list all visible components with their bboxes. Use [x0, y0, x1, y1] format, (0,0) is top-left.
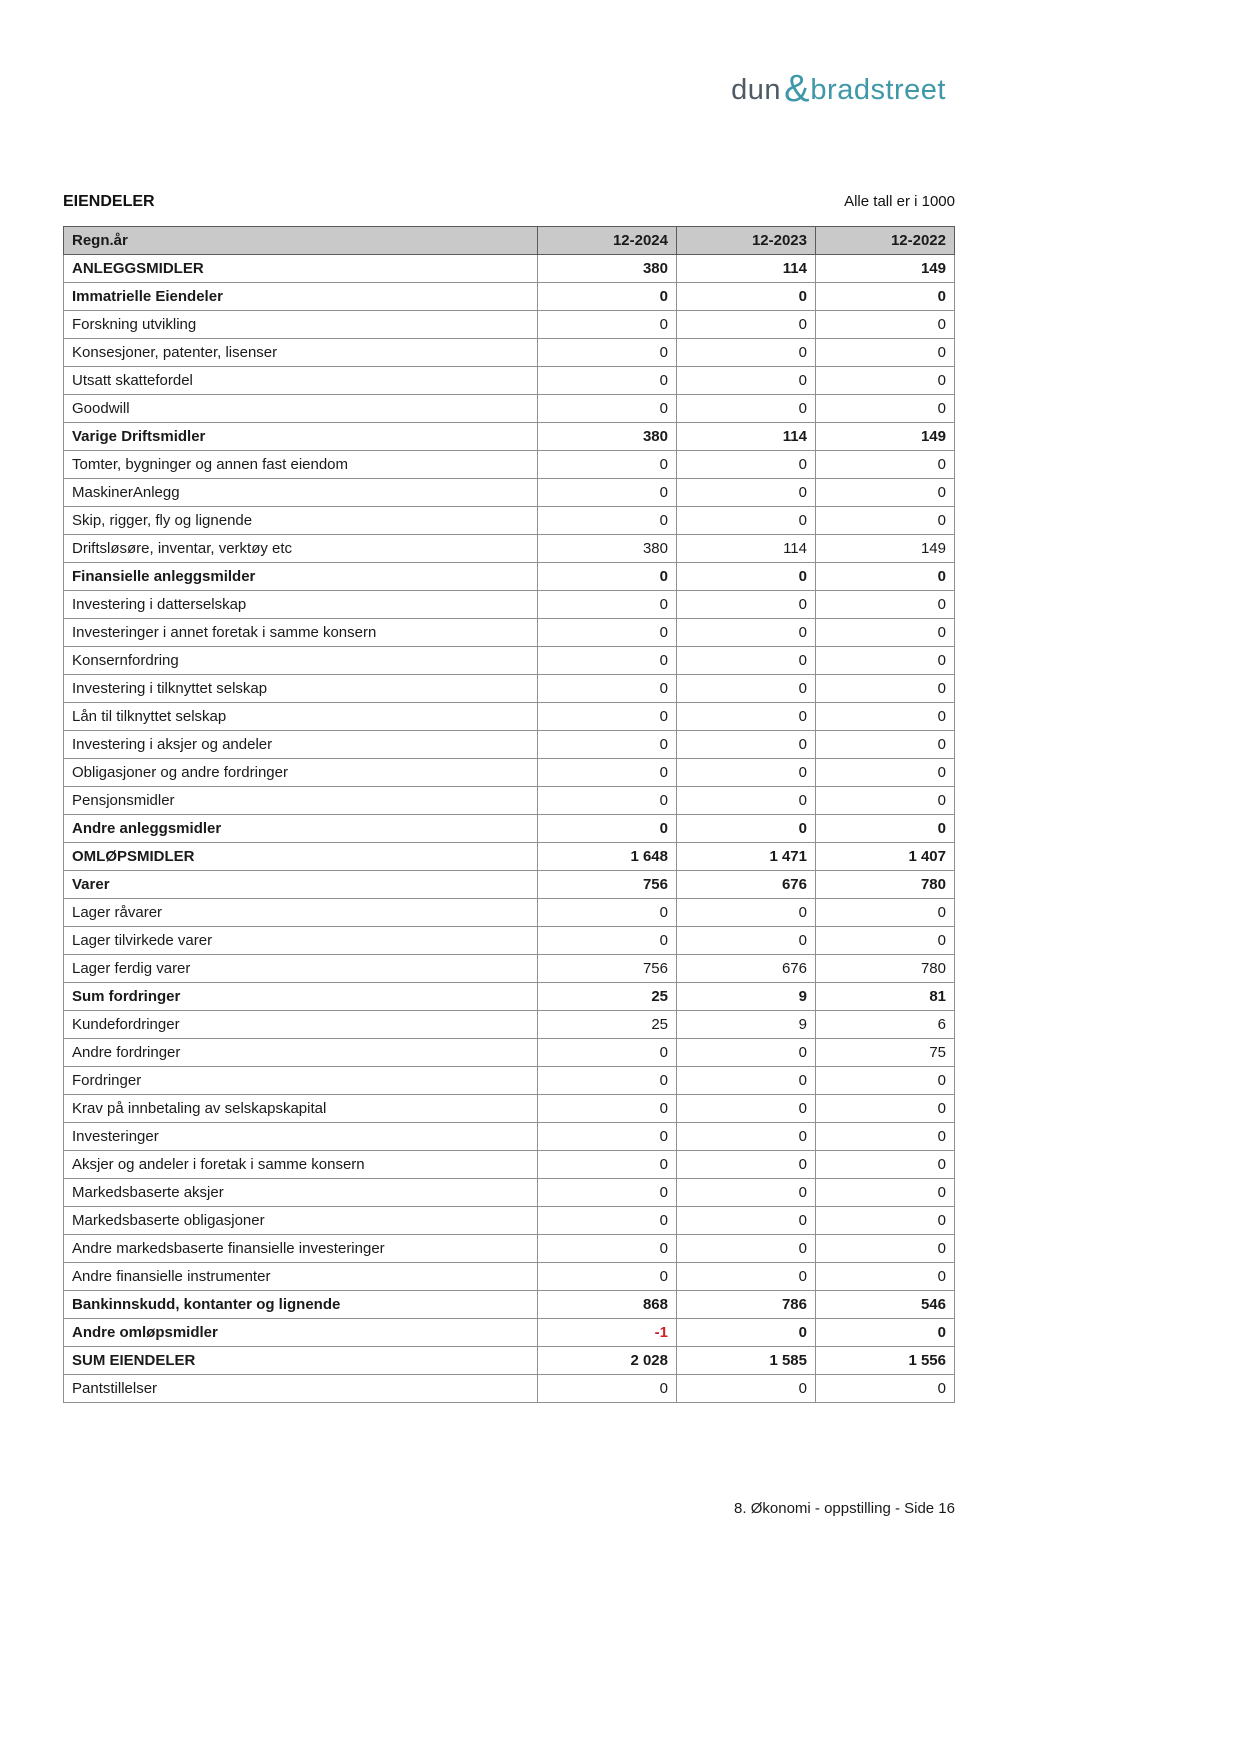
- row-value: 1 407: [816, 843, 955, 871]
- table-row: [64, 1179, 955, 1207]
- row-value: 0: [816, 675, 955, 703]
- row-value: 114: [677, 255, 816, 283]
- row-value: 0: [538, 1039, 677, 1067]
- row-value: 0: [538, 1263, 677, 1291]
- row-value: 0: [538, 339, 677, 367]
- logo-text-bradstreet: bradstreet: [810, 74, 946, 106]
- row-value: 0: [677, 927, 816, 955]
- row-value: 0: [538, 899, 677, 927]
- row-value: 0: [816, 787, 955, 815]
- row-value: 6: [816, 1011, 955, 1039]
- row-value: 0: [538, 1207, 677, 1235]
- row-label: Sum fordringer: [64, 983, 538, 1011]
- row-label: Lån til tilknyttet selskap: [64, 703, 538, 731]
- table-row: [64, 1263, 955, 1291]
- row-value: 149: [816, 255, 955, 283]
- row-label: Goodwill: [64, 395, 538, 423]
- row-value: 0: [677, 311, 816, 339]
- row-value: 1 585: [677, 1347, 816, 1375]
- row-label: Lager ferdig varer: [64, 955, 538, 983]
- row-label: ANLEGGSMIDLER: [64, 255, 538, 283]
- row-value: 0: [816, 451, 955, 479]
- row-label: Aksjer og andeler i foretak i samme konsern: [64, 1151, 538, 1179]
- row-value: 0: [816, 1375, 955, 1403]
- row-value: 0: [538, 563, 677, 591]
- table-row: [64, 871, 955, 899]
- row-label: Andre finansielle instrumenter: [64, 1263, 538, 1291]
- row-value: 0: [677, 339, 816, 367]
- row-value: 676: [677, 955, 816, 983]
- row-label: Utsatt skattefordel: [64, 367, 538, 395]
- table-row: [64, 1151, 955, 1179]
- row-value: 0: [816, 899, 955, 927]
- table-row: [64, 703, 955, 731]
- row-value: 1 648: [538, 843, 677, 871]
- logo-text-dun: dun: [731, 74, 782, 106]
- row-value: 0: [538, 311, 677, 339]
- row-value: 0: [538, 1123, 677, 1151]
- table-row: [64, 1207, 955, 1235]
- row-value: 0: [816, 1263, 955, 1291]
- row-value: 0: [816, 1095, 955, 1123]
- row-label: Pantstillelser: [64, 1375, 538, 1403]
- row-value: 114: [677, 535, 816, 563]
- row-value: 0: [816, 1235, 955, 1263]
- row-value: 0: [538, 1095, 677, 1123]
- row-value: 0: [816, 311, 955, 339]
- table-row: [64, 927, 955, 955]
- table-row: [64, 1319, 955, 1347]
- table-row: [64, 899, 955, 927]
- table-row: [64, 311, 955, 339]
- row-value: 0: [816, 283, 955, 311]
- row-value: 9: [677, 1011, 816, 1039]
- row-value: 0: [538, 675, 677, 703]
- row-label: Investering i aksjer og andeler: [64, 731, 538, 759]
- row-value: 0: [816, 619, 955, 647]
- row-label: Investeringer i annet foretak i samme konsern: [64, 619, 538, 647]
- row-value: 0: [816, 647, 955, 675]
- row-value: 0: [538, 1179, 677, 1207]
- row-label: Fordringer: [64, 1067, 538, 1095]
- row-value: 0: [538, 787, 677, 815]
- table-row: [64, 1039, 955, 1067]
- row-value: 0: [677, 479, 816, 507]
- row-value: 0: [538, 479, 677, 507]
- row-value: 0: [538, 815, 677, 843]
- row-value: 780: [816, 955, 955, 983]
- row-value: 380: [538, 535, 677, 563]
- row-value: 676: [677, 871, 816, 899]
- row-label: Tomter, bygninger og annen fast eiendom: [64, 451, 538, 479]
- row-value: 0: [677, 367, 816, 395]
- table-row: [64, 647, 955, 675]
- row-label: Lager tilvirkede varer: [64, 927, 538, 955]
- column-header-12-2023: 12-2023: [677, 227, 816, 255]
- row-label: Finansielle anleggsmilder: [64, 563, 538, 591]
- row-value: 546: [816, 1291, 955, 1319]
- row-value: 0: [677, 1319, 816, 1347]
- row-value: 0: [677, 507, 816, 535]
- table-row: [64, 535, 955, 563]
- row-value: 786: [677, 1291, 816, 1319]
- table-row: [64, 955, 955, 983]
- row-value: 0: [677, 1263, 816, 1291]
- row-value: 0: [538, 619, 677, 647]
- row-value: 0: [677, 619, 816, 647]
- row-label: Forskning utvikling: [64, 311, 538, 339]
- table-row: [64, 283, 955, 311]
- row-label: Driftsløsøre, inventar, verktøy etc: [64, 535, 538, 563]
- row-value: 780: [816, 871, 955, 899]
- row-label: Investering i tilknyttet selskap: [64, 675, 538, 703]
- row-value: 149: [816, 423, 955, 451]
- table-row: [64, 787, 955, 815]
- row-label: Konsernfordring: [64, 647, 538, 675]
- row-value: 0: [677, 451, 816, 479]
- row-value: 0: [677, 675, 816, 703]
- row-value: 0: [816, 815, 955, 843]
- column-header-12-2024: 12-2024: [538, 227, 677, 255]
- row-value: 0: [538, 395, 677, 423]
- row-label: Lager råvarer: [64, 899, 538, 927]
- row-value: 9: [677, 983, 816, 1011]
- column-header-12-2022: 12-2022: [816, 227, 955, 255]
- row-label: Andre fordringer: [64, 1039, 538, 1067]
- row-value: 0: [538, 591, 677, 619]
- table-row: [64, 255, 955, 283]
- row-value: 0: [816, 1179, 955, 1207]
- row-value: 0: [538, 283, 677, 311]
- row-value: 0: [677, 591, 816, 619]
- row-value: 0: [816, 731, 955, 759]
- row-value: 0: [677, 815, 816, 843]
- table-row: [64, 619, 955, 647]
- row-value: 0: [677, 1095, 816, 1123]
- table-row: [64, 1235, 955, 1263]
- ampersand-icon: &: [784, 68, 810, 110]
- row-value: 0: [538, 507, 677, 535]
- row-value: 0: [816, 591, 955, 619]
- row-value: 0: [677, 1179, 816, 1207]
- row-value: 0: [677, 1123, 816, 1151]
- row-value: 0: [816, 367, 955, 395]
- row-value: 0: [538, 1151, 677, 1179]
- row-value: 0: [538, 1235, 677, 1263]
- table-title-line: [63, 193, 955, 211]
- row-value: 0: [677, 759, 816, 787]
- row-label: Immatrielle Eiendeler: [64, 283, 538, 311]
- table-row: [64, 507, 955, 535]
- row-value: 25: [538, 1011, 677, 1039]
- row-value: 868: [538, 1291, 677, 1319]
- row-value: 0: [538, 731, 677, 759]
- table-row: [64, 423, 955, 451]
- row-value: 0: [816, 395, 955, 423]
- row-value: 0: [677, 395, 816, 423]
- row-value: 0: [816, 759, 955, 787]
- row-value: 0: [816, 339, 955, 367]
- row-value: 380: [538, 255, 677, 283]
- row-value: 0: [677, 563, 816, 591]
- table-row: [64, 1123, 955, 1151]
- row-value: 1 471: [677, 843, 816, 871]
- row-label: Konsesjoner, patenter, lisenser: [64, 339, 538, 367]
- row-label: Varer: [64, 871, 538, 899]
- row-value: 114: [677, 423, 816, 451]
- page-title: EIENDELER: [63, 193, 155, 210]
- row-value: 0: [816, 563, 955, 591]
- row-label: Andre omløpsmidler: [64, 1319, 538, 1347]
- row-value: 0: [816, 1123, 955, 1151]
- row-value: 0: [677, 1067, 816, 1095]
- row-value: 0: [816, 479, 955, 507]
- row-label: Andre anleggsmidler: [64, 815, 538, 843]
- row-label: Markedsbaserte obligasjoner: [64, 1207, 538, 1235]
- table-row: [64, 759, 955, 787]
- row-value: 0: [538, 759, 677, 787]
- table-row: [64, 339, 955, 367]
- row-value: 0: [677, 899, 816, 927]
- row-label: Pensjonsmidler: [64, 787, 538, 815]
- row-value: 2 028: [538, 1347, 677, 1375]
- table-row: [64, 1067, 955, 1095]
- dun-bradstreet-logo: [731, 68, 946, 110]
- row-label: Investering i datterselskap: [64, 591, 538, 619]
- row-value: 0: [538, 927, 677, 955]
- table-row: [64, 1011, 955, 1039]
- row-value: 0: [816, 1151, 955, 1179]
- table-row: [64, 815, 955, 843]
- row-value: 0: [677, 787, 816, 815]
- row-value: 0: [677, 1039, 816, 1067]
- page-footer: 8. Økonomi - oppstilling - Side 16: [734, 1500, 955, 1517]
- row-label: SUM EIENDELER: [64, 1347, 538, 1375]
- row-label: Investeringer: [64, 1123, 538, 1151]
- table-row: [64, 395, 955, 423]
- table-header-row: [64, 227, 955, 255]
- row-label: Andre markedsbaserte finansielle investeringer: [64, 1235, 538, 1263]
- table-row: [64, 367, 955, 395]
- row-value: 0: [816, 1067, 955, 1095]
- table-row: [64, 843, 955, 871]
- row-value: 0: [677, 1375, 816, 1403]
- units-note: Alle tall er i 1000: [844, 193, 955, 210]
- row-value: 0: [677, 1151, 816, 1179]
- row-value: 0: [538, 1375, 677, 1403]
- table-row: [64, 591, 955, 619]
- row-value: 0: [677, 283, 816, 311]
- row-label: Skip, rigger, fly og lignende: [64, 507, 538, 535]
- table-row: [64, 1291, 955, 1319]
- table-row: [64, 1095, 955, 1123]
- row-value: 0: [816, 703, 955, 731]
- row-value: 149: [816, 535, 955, 563]
- row-value: 0: [677, 731, 816, 759]
- row-value: 0: [816, 1319, 955, 1347]
- row-label: Bankinnskudd, kontanter og lignende: [64, 1291, 538, 1319]
- table-row: [64, 1347, 955, 1375]
- table-row: [64, 451, 955, 479]
- assets-table: [63, 226, 955, 1403]
- row-value: 81: [816, 983, 955, 1011]
- row-label: Markedsbaserte aksjer: [64, 1179, 538, 1207]
- table-row: [64, 675, 955, 703]
- row-value: -1: [538, 1319, 677, 1347]
- row-value: 380: [538, 423, 677, 451]
- row-value: 0: [816, 507, 955, 535]
- row-value: 0: [677, 1235, 816, 1263]
- row-value: 756: [538, 871, 677, 899]
- row-value: 0: [538, 1067, 677, 1095]
- row-value: 0: [538, 647, 677, 675]
- table-row: [64, 731, 955, 759]
- table-body: [64, 255, 955, 1403]
- row-value: 25: [538, 983, 677, 1011]
- row-value: 0: [538, 451, 677, 479]
- row-value: 75: [816, 1039, 955, 1067]
- row-value: 756: [538, 955, 677, 983]
- table-row: [64, 479, 955, 507]
- column-header-regnar: Regn.år: [64, 227, 538, 255]
- row-label: Kundefordringer: [64, 1011, 538, 1039]
- table-row: [64, 1375, 955, 1403]
- row-label: MaskinerAnlegg: [64, 479, 538, 507]
- row-value: 0: [677, 1207, 816, 1235]
- table-row: [64, 983, 955, 1011]
- row-label: Krav på innbetaling av selskapskapital: [64, 1095, 538, 1123]
- row-value: 0: [677, 703, 816, 731]
- table-row: [64, 563, 955, 591]
- row-value: 0: [538, 367, 677, 395]
- row-label: Varige Driftsmidler: [64, 423, 538, 451]
- row-value: 0: [816, 927, 955, 955]
- row-value: 0: [816, 1207, 955, 1235]
- row-label: OMLØPSMIDLER: [64, 843, 538, 871]
- row-value: 1 556: [816, 1347, 955, 1375]
- row-value: 0: [677, 647, 816, 675]
- row-value: 0: [538, 703, 677, 731]
- row-label: Obligasjoner og andre fordringer: [64, 759, 538, 787]
